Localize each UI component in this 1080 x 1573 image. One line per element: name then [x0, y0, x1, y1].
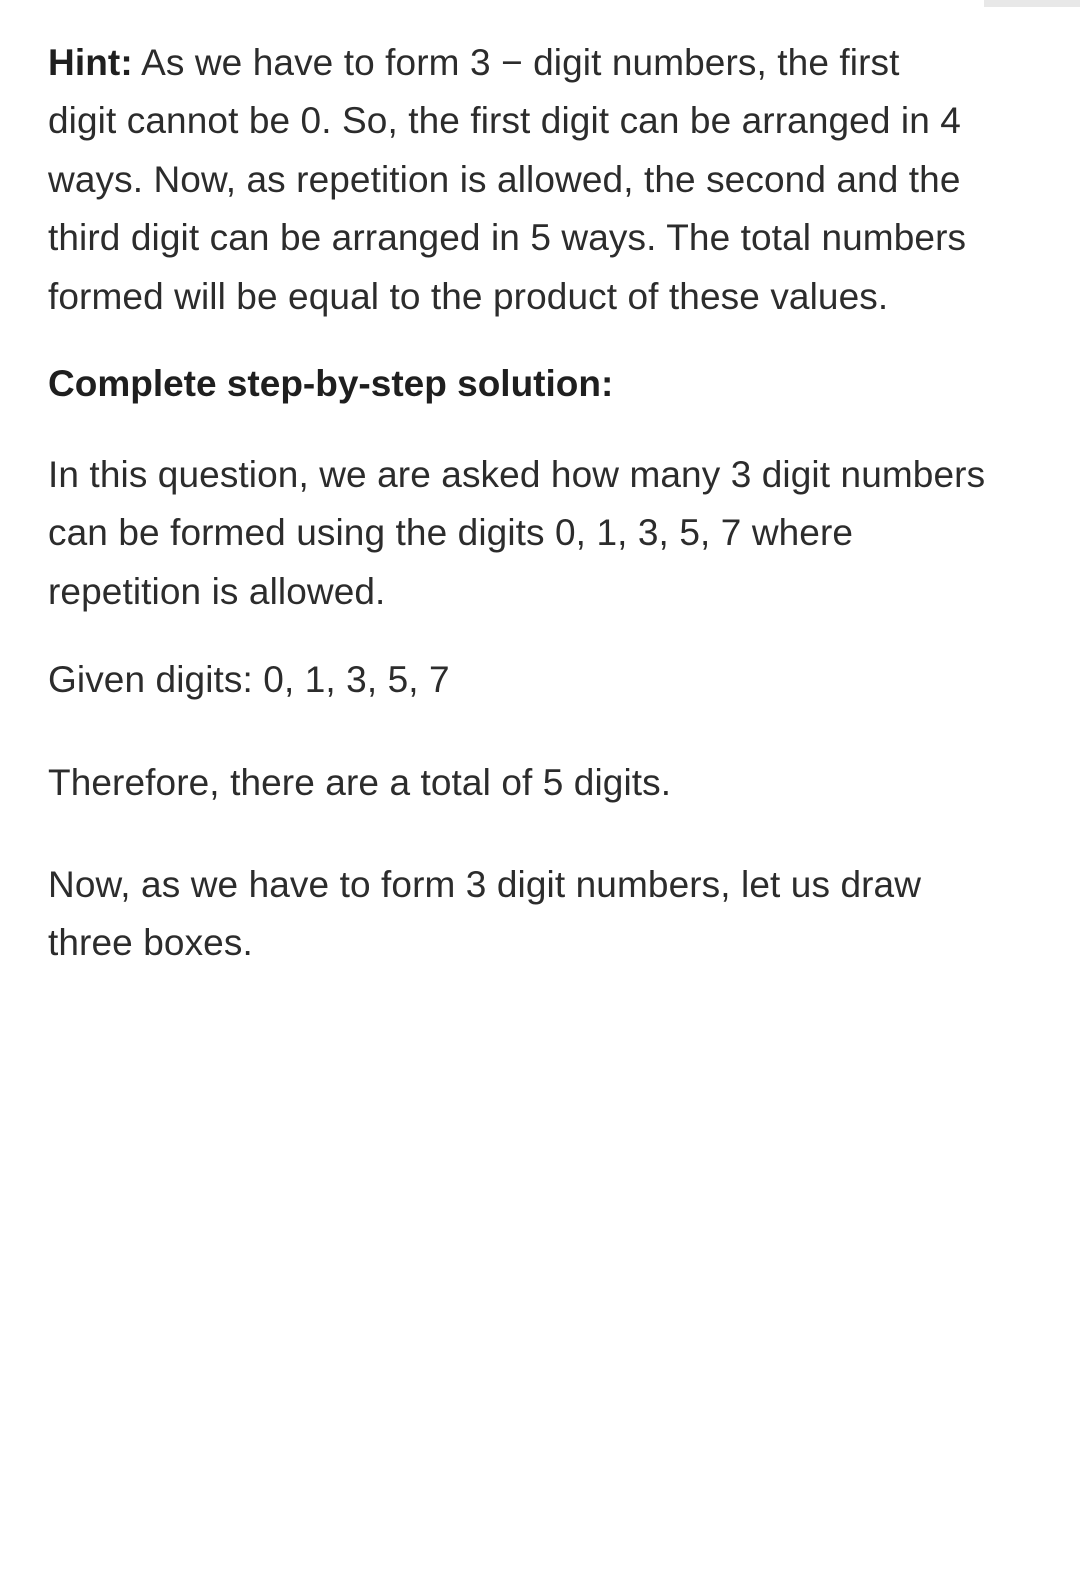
solution-paragraph-1: In this question, we are asked how many 3 digit numbers can be formed using the digits 0, 1, 3, 5, 7 where repetition is allowed. [48, 453, 986, 612]
hint-text: As we have to form 3 − digit numbers, the first digit cannot be 0. So, the first digit can be arranged in 4 ways. Now, as repetition is allowed, the second and the third digit can be arranged in 5 ways. The total numbers formed will be equal to the product of these values. [48, 42, 967, 317]
scrollbar-stub[interactable] [984, 0, 1080, 7]
hint-label: Hint: [48, 42, 133, 83]
section-heading: Complete step-by-step solution: [48, 363, 614, 405]
total-digits-paragraph: Therefore, there are a total of 5 digits. [48, 761, 672, 803]
given-digits-paragraph: Given digits: 0, 1, 3, 5, 7 [48, 659, 450, 701]
hint-paragraph [48, 34, 978, 326]
draw-boxes-paragraph: Now, as we have to form 3 digit numbers, let us draw three boxes. [48, 864, 922, 964]
